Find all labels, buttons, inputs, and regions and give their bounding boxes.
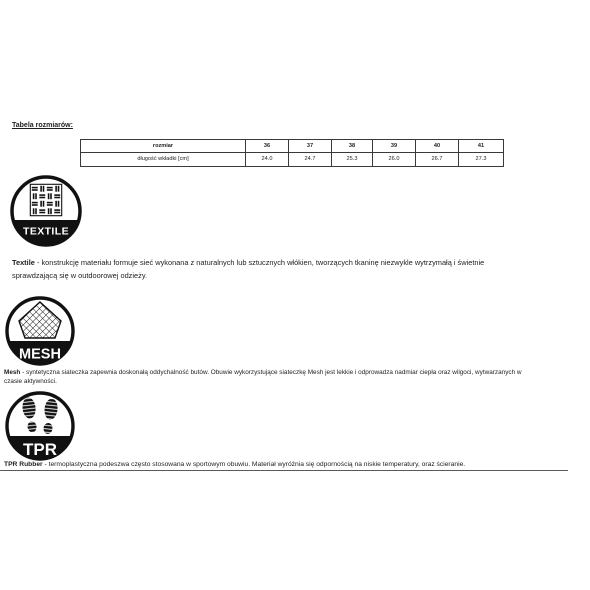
- insole-length-cell: 27.3: [459, 152, 504, 166]
- mesh-term: Mesh: [4, 369, 21, 376]
- tpr-badge-label: TPR: [23, 440, 57, 459]
- insole-length-cell: 26.0: [373, 152, 416, 166]
- insole-length-cell: 26.7: [416, 152, 459, 166]
- size-row-label: rozmiar: [81, 140, 246, 153]
- textile-badge-label: TEXTILE: [23, 225, 69, 238]
- textile-description-text: - konstrukcję materiału formuje sieć wykonana z naturalnych lub sztucznych włókien, tworzących tkaninę niezwykle wytrzymałą i świetnie: [36, 258, 485, 267]
- size-table: [80, 139, 504, 167]
- size-col-header: 36: [246, 140, 289, 153]
- bottom-divider: [0, 470, 568, 471]
- insole-length-cell: 24.0: [246, 152, 289, 166]
- size-col-header: 37: [289, 140, 332, 153]
- insole-length-label: długość wkładki [cm]: [81, 152, 246, 166]
- insole-length-row: [81, 152, 504, 166]
- tpr-description-line: [4, 460, 586, 469]
- insole-length-cell: 24.7: [289, 152, 332, 166]
- size-col-header: 39: [373, 140, 416, 153]
- textile-description-line: sprawdzającą się w outdoorowej odzieży.: [12, 271, 148, 280]
- tpr-description-text: - termoplastyczna podeszwa często stosowana w sportowym obuwiu. Materiał wyróżnia się odpornością na niskie temperatury, oraz ścieranie.: [44, 461, 466, 468]
- mesh-description: [4, 368, 586, 386]
- tpr-badge: [3, 389, 77, 463]
- insole-length-cell: 25.3: [332, 152, 373, 166]
- textile-badge: [8, 173, 84, 249]
- size-table-header-row: [81, 140, 504, 153]
- mesh-badge: [3, 294, 77, 368]
- textile-description: [12, 256, 584, 282]
- size-col-header: 41: [459, 140, 504, 153]
- mesh-description-text: - syntetyczna siateczka zapewnia doskonałą oddychalność butów. Obuwie wykorzystujące siateczkę Mesh jest lekkie i odprowadza nadmiar ciepła oraz wilgoci, wytwarzanych w: [22, 369, 522, 376]
- mesh-badge-label: MESH: [19, 346, 61, 363]
- tpr-description: [4, 460, 586, 469]
- size-table-title: Tabela rozmiarów:: [12, 122, 73, 129]
- mesh-description-line: czasie aktywności.: [4, 378, 57, 385]
- textile-description-line: [12, 256, 584, 269]
- mesh-description-line: [4, 368, 586, 377]
- textile-weave-icon: [30, 184, 61, 215]
- size-col-header: 38: [332, 140, 373, 153]
- size-col-header: 40: [416, 140, 459, 153]
- tpr-term: TPR Rubber: [4, 461, 43, 468]
- textile-term: Textile: [12, 258, 35, 267]
